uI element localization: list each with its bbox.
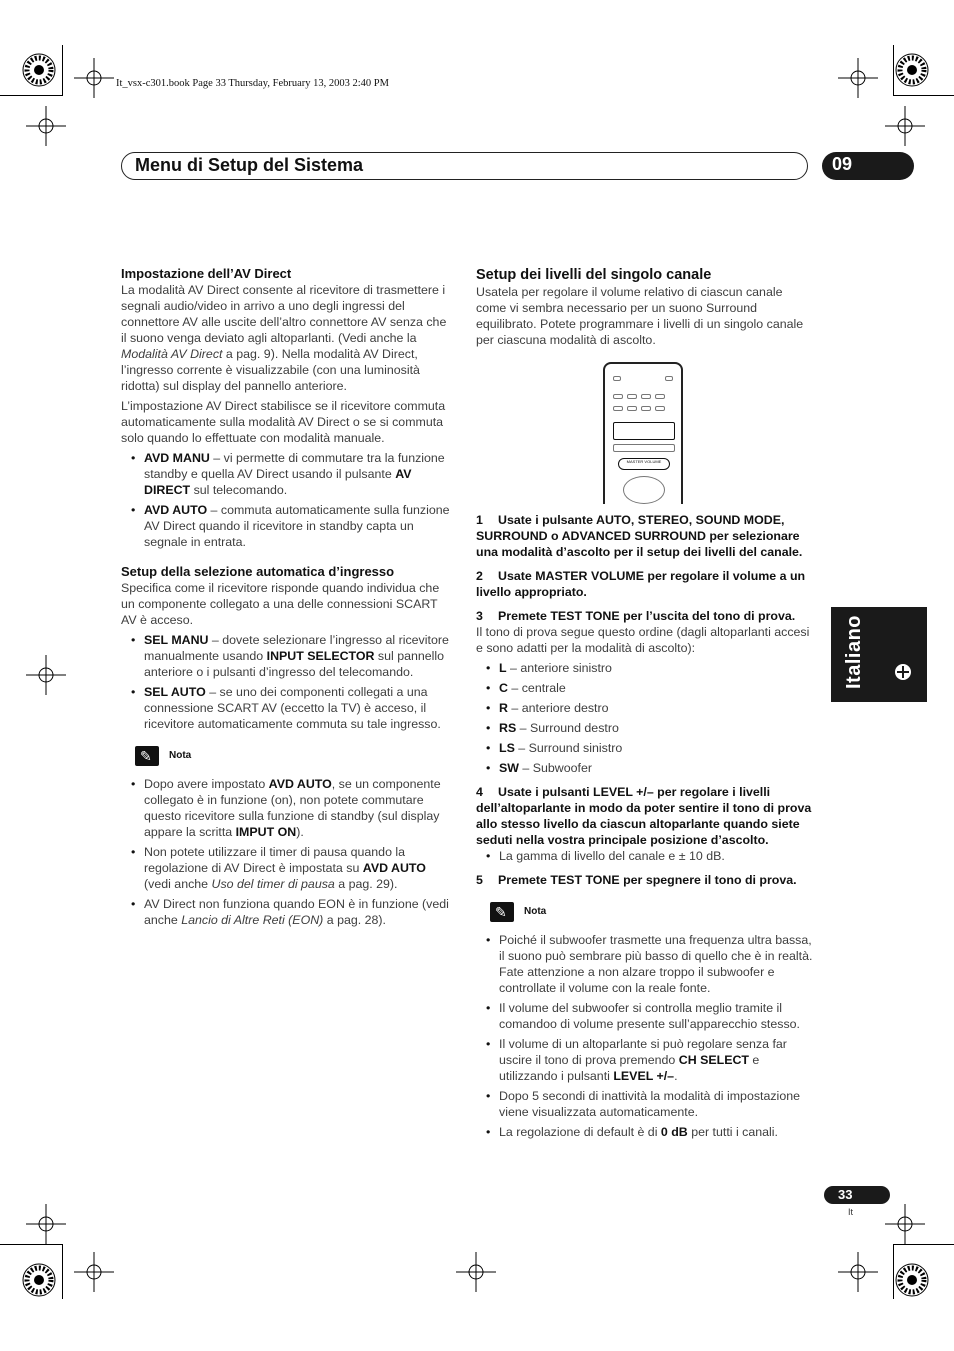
- input-select-paragraph: Specifica come il ricevitore risponde quando individua che un componente collegato a una delle connessioni SCART AV è acceso.: [121, 581, 440, 627]
- channel-level-intro: Usatela per regolare il volume relativo di ciascun canale come vi sembra necessario per un suono Surround equilibrato. Potete programmare i livelli di un singolo canale per ciascuna modalità di ascolto.: [476, 285, 804, 347]
- list-item: • Dopo avere impostato AVD AUTO, se un componente collegato è in funzione (on), non potete commutare questo ricevitore sulla funzione di standby (sul display appare la scritta IMPUT ON).: [121, 776, 455, 840]
- page-number: 33: [838, 1187, 853, 1202]
- av-direct-paragraph: La modalità AV Direct consente al ricevitore di trasmettere i segnali audio/video in arrivo a uno degli ingressi del connettore AV alle uscite dell’altro connettore AV senza che il suono venga deviato agli altoparlanti. (Vedi anche la Modalità AV Direct a pag. 9). Nella modalità AV Direct, l’ingresso corrente è visualizzabile (con una luminosità ridotta) sul display del pannello anteriore.: [121, 283, 447, 393]
- channel-level-heading: Setup dei livelli del singolo canale: [476, 267, 712, 283]
- step-1: 1 Usate i pulsante AUTO, STEREO, SOUND MODE, SURROUND o ADVANCED SURROUND per selezionare una modalità d’ascolto per il setup dei livelli del canale.: [476, 513, 803, 559]
- list-item: • AVD AUTO – commuta automaticamente sulla funzione AV Direct quando il ricevitore in standby capta un segnale in entrata.: [121, 502, 455, 550]
- list-item: • SW – Subwoofer: [476, 760, 816, 776]
- remote-control-illustration: [603, 362, 683, 504]
- chapter-badge: [822, 152, 914, 180]
- list-item: • RS – Surround destro: [476, 720, 816, 736]
- channel-list: [476, 660, 816, 776]
- list-item: • Il volume del subwoofer si controlla meglio tramite il comandoo di volume presente sull’apparecchio stesso.: [476, 1000, 816, 1032]
- list-item: • SEL MANU – dovete selezionare l’ingresso al ricevitore manualmente usando INPUT SELECTOR sul pannello anteriore o i pulsanti d’ingresso del telecomando.: [121, 632, 455, 680]
- pencil-note-icon: [135, 746, 159, 766]
- registration-target-icon: [456, 1252, 496, 1292]
- starburst-target-icon: [896, 1264, 928, 1296]
- input-select-heading: Setup della selezione automatica d’ingresso: [121, 564, 395, 579]
- right-column: [476, 266, 816, 1144]
- list-item: • AV Direct non funziona quando EON è in funzione (vedi anche Lancio di Altre Reti (EON) a pag. 28).: [121, 896, 455, 928]
- list-item: • Dopo 5 secondi di inattività la modalità di impostazione viene visualizzata automaticamente.: [476, 1088, 816, 1120]
- note-label: Nota: [169, 750, 192, 761]
- registration-target-icon: [885, 106, 925, 146]
- registration-target-icon: [74, 1252, 114, 1292]
- starburst-target-icon: [23, 1264, 55, 1296]
- section-title: Menu di Setup del Sistema: [135, 155, 364, 175]
- page-number-badge: [824, 1186, 890, 1204]
- note-header: [490, 902, 816, 922]
- list-item: • SEL AUTO – se uno dei componenti collegati a una connessione SCART AV (eccetto la TV) è acceso, il ricevitore automaticamente commuta su tale ingresso.: [121, 684, 455, 732]
- list-item: • Non potete utilizzare il timer di pausa quando la regolazione di AV Direct è impostata su AVD AUTO (vedi anche Uso del timer di pausa a pag. 29).: [121, 844, 455, 892]
- master-volume-label: MASTER VOLUME: [618, 458, 670, 470]
- list-item: • Il volume di un altoparlante si può regolare senza far uscire il tono di prova premendo CH SELECT e utilizzando i pulsanti LEVEL +/–.: [476, 1036, 816, 1084]
- note-list: [121, 776, 455, 928]
- list-item: • C – centrale: [476, 680, 816, 696]
- file-info: It_vsx-c301.book Page 33 Thursday, February 13, 2003 2:40 PM: [116, 78, 389, 89]
- list-item: • R – anteriore destro: [476, 700, 816, 716]
- note-label: Nota: [524, 906, 547, 917]
- registration-target-icon: [74, 58, 114, 98]
- registration-target-icon: [26, 1204, 66, 1244]
- av-direct-paragraph: L’impostazione AV Direct stabilisce se il ricevitore commuta automaticamente sulla modalità AV Direct o se si commuta solo quando lo effettuate con modalità manuale.: [121, 399, 446, 445]
- section-header: [121, 152, 808, 180]
- registration-target-icon: [838, 58, 878, 98]
- step-4: 4 Usate i pulsanti LEVEL +/– per regolare i livelli dell’altoparlante in modo da poter sentire il tono di prova allo stesso livello da ciascun altoparlante quando siete seduti nella vostra principale posizione d’ascolto.: [476, 785, 812, 847]
- step-2: 2 Usate MASTER VOLUME per regolare il volume a un livello appropriato.: [476, 569, 806, 599]
- step-4-list: [476, 848, 816, 864]
- list-item: • L – anteriore sinistro: [476, 660, 816, 676]
- list-item: • La regolazione di default è di 0 dB per tutti i canali.: [476, 1124, 816, 1140]
- starburst-target-icon: [896, 54, 928, 86]
- registration-target-icon: [838, 1252, 878, 1292]
- list-item: • Poiché il subwoofer trasmette una frequenza ultra bassa, il suono può sembrare più basso di quello che è in realtà. Fate attenzione a non alzare troppo il subwoofer e controllate il volume con la reale fonte.: [476, 932, 816, 996]
- list-item: • LS – Surround sinistro: [476, 740, 816, 756]
- input-select-options: [121, 632, 455, 732]
- registration-target-icon: [26, 106, 66, 146]
- starburst-target-icon: [23, 54, 55, 86]
- list-item: • AVD MANU – vi permette di commutare tra la funzione standby e quella AV Direct usando il pulsante AV DIRECT sul telecomando.: [121, 450, 455, 498]
- step-3: 3 Premete TEST TONE per l’uscita del tono di prova.: [476, 609, 796, 623]
- step-5: 5 Premete TEST TONE per spegnere il tono di prova.: [476, 873, 797, 887]
- page-language-code: It: [848, 1207, 854, 1217]
- language-tab: [831, 607, 927, 702]
- note-header: [135, 746, 455, 766]
- left-column: [121, 266, 455, 932]
- step-3-text: Il tono di prova segue questo ordine (dagli altoparlanti accesi e sono adatti per la modalità di ascolto):: [476, 625, 810, 655]
- language-label: Italiano: [843, 614, 865, 689]
- av-direct-heading: Impostazione dell’AV Direct: [121, 266, 292, 281]
- note-list: [476, 932, 816, 1140]
- pencil-note-icon: [490, 902, 514, 922]
- registration-icon: [895, 664, 911, 680]
- registration-target-icon: [26, 655, 66, 695]
- chapter-number: 09: [832, 154, 853, 174]
- list-item: • La gamma di livello del canale e ± 10 dB.: [476, 848, 816, 864]
- av-direct-options: [121, 450, 455, 550]
- registration-target-icon: [885, 1204, 925, 1244]
